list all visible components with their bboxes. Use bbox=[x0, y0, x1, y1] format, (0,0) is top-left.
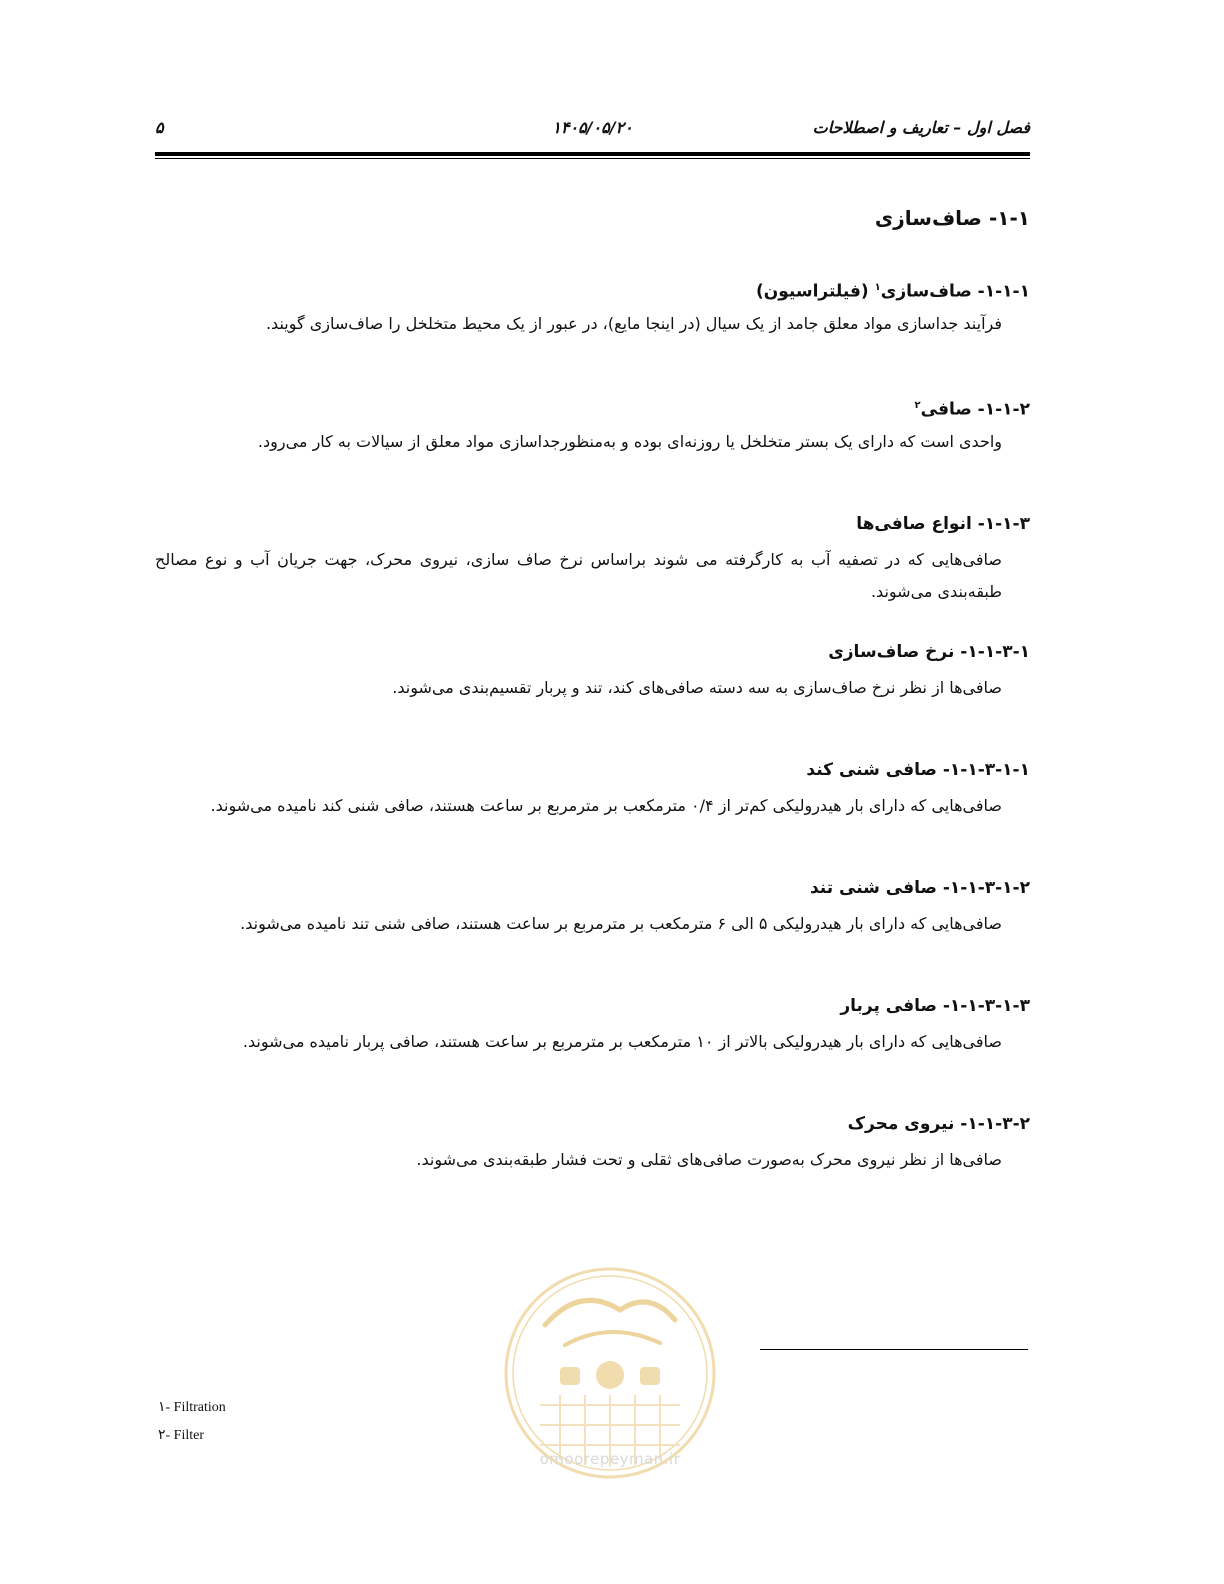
heading-filter: ۱-۱-۲- صافی$^۲$ bbox=[914, 399, 1030, 420]
heading-slow-sand-filter: ۱-۱-۳-۱-۱- صافی شنی کند bbox=[806, 760, 1030, 780]
heading-filtration-rate: ۱-۱-۳-۱- نرخ صاف‌سازی bbox=[828, 642, 1030, 662]
page-content bbox=[155, 200, 1030, 1222]
heading-rapid-sand-filter: ۱-۱-۳-۱-۲- صافی شنی تند bbox=[809, 878, 1030, 898]
footnote-ref-1: ۱ bbox=[874, 282, 881, 293]
footnote-ref-2: ۲ bbox=[914, 400, 921, 411]
paragraph-driving-force: صافی‌ها از نظر نیروی محرک به‌صورت صافی‌های ثقلی و تحت فشار طبقه‌بندی می‌شوند. bbox=[416, 1150, 1002, 1169]
paragraph-slow-sand-filter: صافی‌هایی که دارای بار هیدرولیکی کم‌تر از ۰/۴ مترمکعب بر مترمربع بر ساعت هستند، صافی شنی کند نامیده می‌شوند. bbox=[210, 796, 1002, 815]
paragraph-filtration-rate: صافی‌ها از نظر نرخ صاف‌سازی به سه دسته صافی‌های کند، تند و پربار تقسیم‌بندی می‌شوند. bbox=[392, 678, 1002, 697]
page-header bbox=[155, 118, 1030, 146]
section-title: ۱-۱- صاف‌سازی bbox=[874, 206, 1030, 230]
paragraph-high-rate-filter: صافی‌هایی که دارای بار هیدرولیکی بالاتر از ۱۰ مترمکعب بر مترمربع بر ساعت هستند، صافی پربار نامیده می‌شوند. bbox=[242, 1032, 1002, 1051]
chapter-title: فصل اول – تعاریف و اصطلاحات bbox=[812, 118, 1030, 137]
footnote-rule bbox=[760, 1349, 1028, 1350]
heading-filter-types: ۱-۱-۳- انواع صافی‌ها bbox=[856, 514, 1030, 534]
page-number: ۵ bbox=[155, 118, 164, 137]
header-date: ۱۴۰۵/۰۵/۲۰ bbox=[552, 118, 633, 137]
footnotes bbox=[158, 1394, 458, 1450]
watermark-url: omoorepeyman.ir bbox=[539, 1450, 681, 1468]
paragraph-filter: واحدی است که دارای یک بستر متخلخل یا روزنه‌ای بوده و به‌منظورجداسازی مواد معلق از سیالات به کار می‌رود. bbox=[257, 432, 1002, 451]
heading-filtration: ۱-۱-۱- صاف‌سازی$^۱$ (فیلتراسیون) bbox=[755, 281, 1030, 302]
heading-driving-force: ۱-۱-۳-۲- نیروی محرک bbox=[847, 1114, 1030, 1134]
paragraph-filtration: فرآیند جداسازی مواد معلق جامد از یک سیال (در اینجا مایع)، در عبور از یک محیط متخلخل را صاف‌سازی گویند. bbox=[265, 314, 1002, 333]
header-rule-thin bbox=[155, 158, 1030, 159]
footnote-1: ۱- Filtration bbox=[158, 1400, 226, 1415]
heading-high-rate-filter: ۱-۱-۳-۱-۳- صافی پربار bbox=[840, 996, 1030, 1016]
paragraph-rapid-sand-filter: صافی‌هایی که دارای بار هیدرولیکی ۵ الی ۶ مترمکعب بر مترمربع بر ساعت هستند، صافی شنی تند نامیده می‌شوند. bbox=[240, 914, 1002, 933]
footnote-2: ۲- Filter bbox=[158, 1428, 205, 1443]
paragraph-filter-types: صافی‌هایی که در تصفیه آب به کارگرفته می شوند براساس نرخ صاف سازی، نیروی محرک، جهت جریان آب و نوع مصالح طبقه‌بندی می‌شوند. bbox=[155, 550, 1002, 601]
header-rule-thick bbox=[155, 152, 1030, 156]
